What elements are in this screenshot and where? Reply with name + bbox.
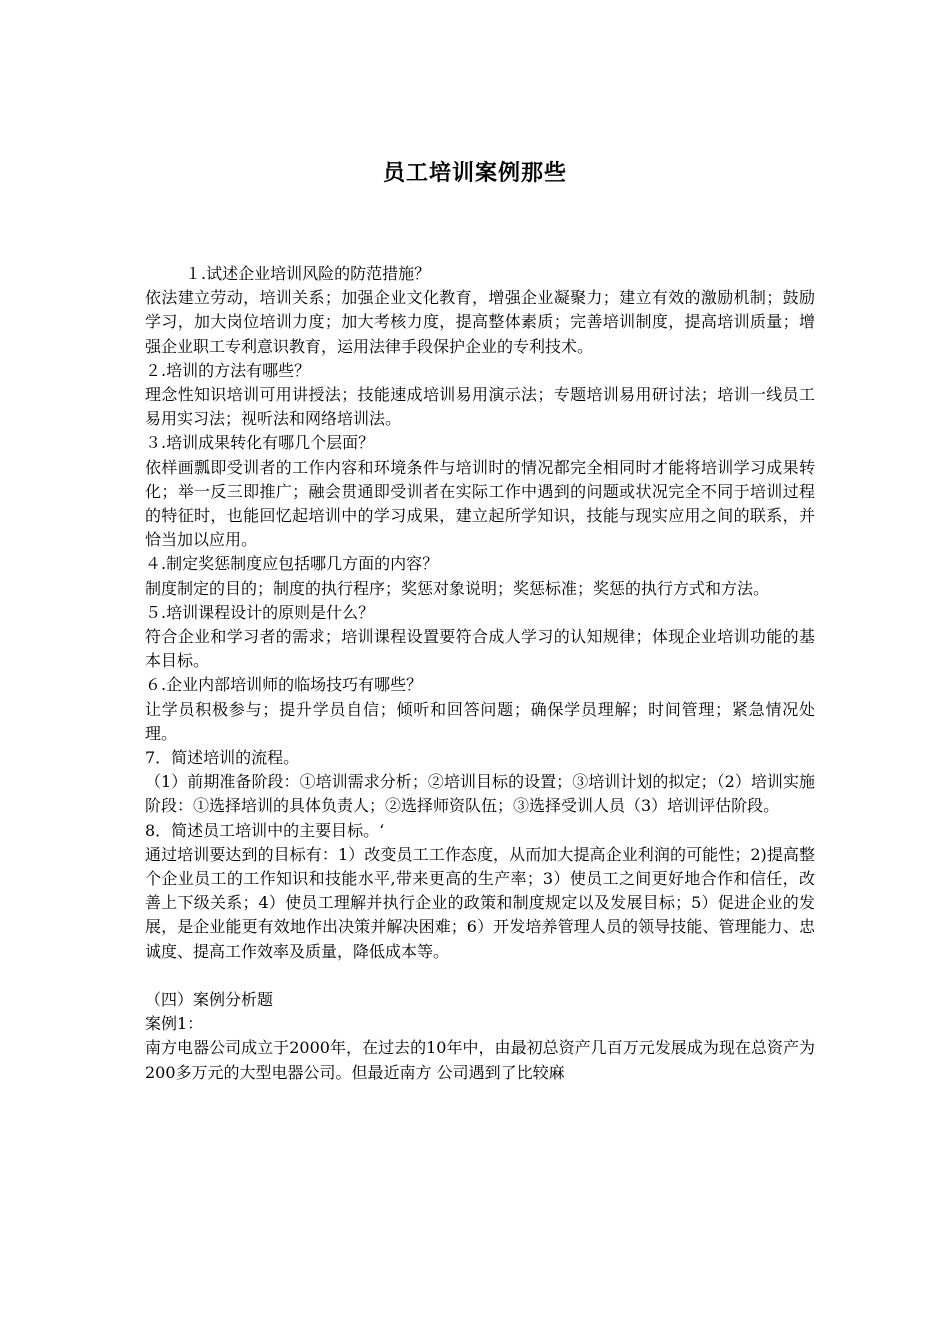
answer-1: 依法建立劳动，培训关系；加强企业文化教育，增强企业凝聚力；建立有效的激励机制；鼓励学习，加大岗位培训力度；加大考核力度，提高整体素质；完善培训制度，提高培训质量；增强企业职工专利意识教育，运用法律手段保护企业的专利技术。 — [145, 288, 815, 356]
answer-3: 依样画瓢即受训者的工作内容和环境条件与培训时的情况都完全相同时才能将培训学习成果转化；举一反三即推广；融会贯通即受训者在实际工作中遇到的问题或状况完全不同于培训过程的特征时，也能回忆起培训中的学习成果，建立起所学知识，技能与现实应用之间的联系，并恰当加以应用。 — [145, 457, 815, 550]
answer-8: 通过培训要达到的目标有：1）改变员工工作态度，从而加大提高企业利润的可能性；2)提高整个企业员工的工作知识和技能水平,带来更高的生产率；3）使员工之间更好地合作和信任，改善上下级关系；4）使员工理解并执行企业的政策和制度规定以及发展目标；5）促进企业的发展，是企业能更有效地作出决策并解决困难；6）开发培养管理人员的领导技能、管理能力、忠诚度、提高工作效率及质量，降低成本等。 — [145, 844, 815, 961]
answer-4: 制度制定的目的；制度的执行程序；奖惩对象说明；奖惩标准；奖惩的执行方式和方法。 — [145, 578, 770, 598]
answer-6: 让学员积极参与；提升学员自信；倾听和回答问题；确保学员理解；时间管理；紧急情况处理。 — [145, 699, 815, 743]
answer-7: （1）前期准备阶段：①培训需求分析；②培训目标的设置；③培训计划的拟定；（2）培训实施阶段：①选择培训的具体负责人；②选择师资队伍；③选择受训人员（3）培训评估阶段。 — [145, 772, 815, 816]
question-4: ４.制定奖惩制度应包括哪几方面的内容？ — [145, 554, 439, 574]
answer-2: 理念性知识培训可用讲授法；技能速成培训易用演示法；专题培训易用研讨法；培训一线员工易用实习法；视听法和网络培训法。 — [145, 385, 815, 429]
case-label: 案例1： — [145, 1014, 204, 1034]
question-3: ３.培训成果转化有哪几个层面？ — [145, 433, 375, 453]
question-7: 7．简述培训的流程。 — [145, 748, 300, 768]
answer-5: 符合企业和学习者的需求；培训课程设置要符合成人学习的认知规律；体现企业培训功能的基本目标。 — [145, 627, 815, 671]
question-2: ２.培训的方法有哪些？ — [145, 360, 311, 380]
document-title: 员工培训案例那些 — [382, 160, 567, 186]
question-5: ５.培训课程设计的原则是什么？ — [145, 602, 375, 622]
paragraph-spacer — [145, 964, 815, 988]
case-text: 南方电器公司成立于2000年，在过去的10年中，由最初总资产几百万元发展成为现在总资产为200多万元的大型电器公司。但最近南方 公司遇到了比较麻 — [145, 1038, 815, 1082]
question-1: １.试述企业培训风险的防范措施？ — [185, 264, 431, 283]
question-6: ６.企业内部培训师的临场技巧有哪些？ — [145, 675, 423, 695]
question-8: 8．简述员工培训中的主要目标。‘ — [145, 820, 385, 840]
document-body — [145, 262, 815, 1085]
section-heading: （四）案例分析题 — [145, 989, 274, 1009]
